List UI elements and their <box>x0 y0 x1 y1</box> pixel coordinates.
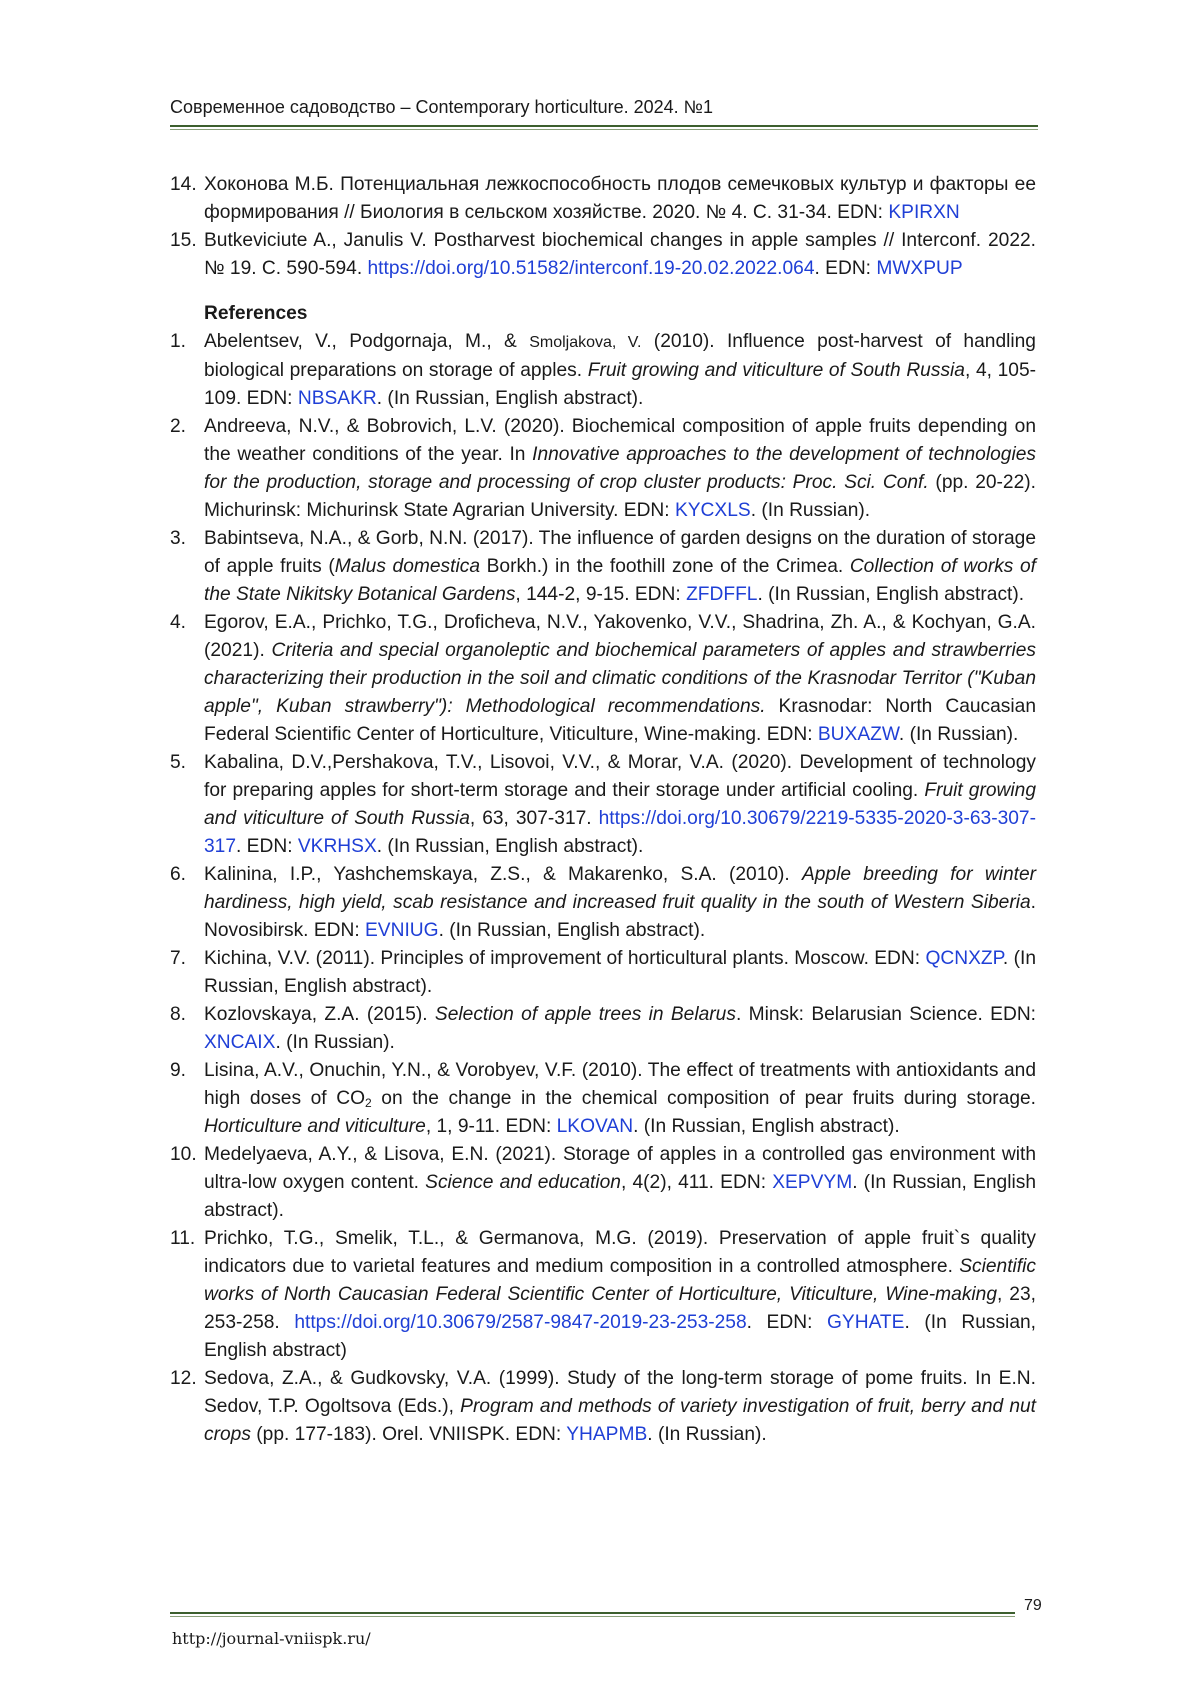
reference-text: , 23, 253-258. <box>204 1284 1036 1333</box>
reference-number: 1. <box>170 331 187 352</box>
reference-item-9 <box>170 1057 1036 1141</box>
subscript: 2 <box>365 1096 372 1110</box>
reference-text: . (In Russian, English abstract). <box>757 584 1025 605</box>
reference-text: Kabalina, D.V.,Pershakova, T.V., Lisovoi, V.V., & Morar, V.A. (2020). Development of technology for preparing apples for short-term storage and their storage under artificial cooling. <box>204 752 1036 801</box>
reference-item-5 <box>170 749 1036 861</box>
reference-text: . (In Russian, English abstract). <box>204 1172 1036 1221</box>
journal-title: Fruit growing and viticulture of South Russia <box>204 780 1036 829</box>
reference-item-6 <box>170 861 1036 945</box>
journal-title: Collection of works of the State Nikitsky Botanical Gardens <box>204 556 1037 605</box>
journal-title: Apple breeding for winter hardiness, high yield, scab resistance and increased fruit quality in the south of Western Siberia <box>204 864 1037 913</box>
journal-title: Innovative approaches to the development of technologies for the production, storage and processing of crop cluster products: Proc. Sci. Conf. <box>204 444 1036 493</box>
running-header: Современное садоводство – Contemporary horticulture. 2024. №1 <box>170 97 713 117</box>
edn-link[interactable]: BUXAZW <box>817 724 899 745</box>
reference-item-14 <box>170 171 1036 227</box>
edn-link[interactable]: EVNIUG <box>365 920 439 941</box>
reference-number: 15. <box>170 230 197 251</box>
page-number: 79 <box>1024 1597 1042 1614</box>
edn-link[interactable]: ZFDFFL <box>686 584 758 605</box>
reference-text: . (In Russian). <box>647 1424 767 1445</box>
reference-item-1 <box>170 328 1036 413</box>
reference-number: 4. <box>170 612 187 633</box>
references-heading: References <box>204 303 308 324</box>
reference-text: Kozlovskaya, Z.A. (2015). <box>204 1004 435 1025</box>
footer-url: http://journal-vniispk.ru/ <box>172 1629 371 1648</box>
reference-text: (pp. 20-22). Michurinsk: Michurinsk State Agrarian University. EDN: <box>204 472 1036 521</box>
reference-text: Хоконова М.Б. Потенциальная лежкоспособность плодов семечковых культур и факторы ее формирования // Биология в сельском хозяйстве. 2020. № 4. С. 31-34. EDN: <box>204 174 1036 223</box>
reference-item-3 <box>170 525 1036 609</box>
reference-text: Krasnodar: North Caucasian Federal Scientific Center of Horticulture, Viticulture, Wine-making. EDN: <box>204 696 1036 745</box>
reference-item-11 <box>170 1225 1036 1365</box>
reference-number: 9. <box>170 1060 187 1081</box>
reference-text: , 63, 307-317. <box>469 808 599 829</box>
edn-link[interactable]: KYCXLS <box>674 500 751 521</box>
journal-title: Science and education <box>425 1172 621 1193</box>
reference-text: . EDN: <box>236 836 298 857</box>
reference-text: . (In Russian, English abstract) <box>204 1312 1036 1361</box>
reference-text: Sedova, Z.A., & Gudkovsky, V.A. (1999). Study of the long-term storage of pome fruits. In E.N. Sedov, T.P. Ogoltsova (Eds.), <box>204 1368 1036 1417</box>
reference-text: . (In Russian). <box>898 724 1019 745</box>
reference-item-7 <box>170 945 1036 1001</box>
reference-text: Borkh.) in the foothill zone of the Crimea. <box>480 556 850 577</box>
edn-link[interactable]: QCNXZP <box>925 948 1003 969</box>
edn-link[interactable]: GYHATE <box>826 1312 905 1333</box>
reference-text: on the change in the chemical composition of pear fruits during storage. <box>371 1088 1036 1109</box>
reference-number: 3. <box>170 528 187 549</box>
reference-number: 7. <box>170 948 187 969</box>
reference-text: . EDN: <box>746 1312 827 1333</box>
header-rule-thin <box>170 129 1038 130</box>
edn-link[interactable]: MWXPUP <box>876 258 963 279</box>
reference-item-2 <box>170 413 1036 525</box>
edn-link[interactable]: LKOVAN <box>556 1116 634 1137</box>
reference-text: , 4, 105-109. EDN: <box>204 360 1036 409</box>
edn-link[interactable]: VKRHSX <box>297 836 377 857</box>
reference-text: (pp. 177-183). Orel. VNIISPK. EDN: <box>250 1424 567 1445</box>
edn-link[interactable]: KPIRXN <box>888 202 960 223</box>
reference-text: Abelentsev, V., Podgornaja, M., & <box>204 331 530 352</box>
journal-title: Horticulture and viticulture <box>204 1116 426 1137</box>
reference-text: , 144-2, 9-15. EDN: <box>515 584 687 605</box>
reference-number: 12. <box>170 1368 197 1389</box>
reference-text: Egorov, E.A., Prichko, T.G., Droficheva, N.V., Yakovenko, V.V., Shadrina, Zh. A., & Kochyan, G.A. (2021). <box>204 612 1036 661</box>
journal-title: Criteria and special organoleptic and biochemical parameters of apples and strawberries characterizing their production in the soil and climatic conditions of the Krasnodar Territor ("Kuban apple", Kuban strawberry"): Methodological recommendations. <box>204 640 1036 717</box>
reference-number: 10. <box>170 1144 197 1165</box>
reference-text: Butkeviciute A., Janulis V. Postharvest biochemical changes in apple samples // Interconf. 2022. № 19. С. 590-594. <box>204 230 1036 279</box>
header-rule <box>170 125 1038 127</box>
reference-text: . (In Russian, English abstract). <box>376 388 644 409</box>
reference-text: . (In Russian, English abstract). <box>633 1116 900 1137</box>
edn-link[interactable]: XNCAIX <box>204 1032 276 1053</box>
reference-text: . EDN: <box>814 258 877 279</box>
edn-link[interactable]: YHAPMB <box>566 1424 648 1445</box>
journal-title: Fruit growing and viticulture of South Russia <box>587 360 965 381</box>
doi-link[interactable]: https://doi.org/10.30679/2219-5335-2020-3-63-307-317 <box>204 808 1036 857</box>
reference-item-15 <box>170 227 1036 283</box>
reference-number: 8. <box>170 1004 187 1025</box>
footer-rule-thin <box>170 1616 1015 1617</box>
journal-title: Selection of apple trees in Belarus <box>434 1004 736 1025</box>
doi-link[interactable]: https://doi.org/10.51582/interconf.19-20.02.2022.064 <box>367 258 815 279</box>
russian-reference-list <box>170 171 1036 283</box>
reference-number: 5. <box>170 752 187 773</box>
reference-number: 2. <box>170 416 187 437</box>
reference-item-10 <box>170 1141 1036 1225</box>
edn-link[interactable]: XEPVYM <box>772 1172 853 1193</box>
reference-text: . Minsk: Belarusian Science. EDN: <box>735 1004 1037 1025</box>
reference-text: (2010). Influence post-harvest of handling biological preparations on storage of apples. <box>204 331 1036 381</box>
reference-text: . (In Russian, English abstract). <box>204 948 1036 997</box>
reference-item-4 <box>170 609 1036 749</box>
reference-text: . (In Russian, English abstract). <box>376 836 644 857</box>
reference-text: Prichko, T.G., Smelik, T.L., & Germanova, M.G. (2019). Preservation of apple fruit`s quality indicators due to varietal features and medium composition in a controlled atmosphere. <box>204 1228 1036 1277</box>
reference-number: 14. <box>170 174 197 195</box>
reference-text: . (In Russian, English abstract). <box>438 920 706 941</box>
reference-item-8 <box>170 1001 1036 1057</box>
reference-text: . (In Russian). <box>275 1032 395 1053</box>
journal-title: Program and methods of variety investigation of fruit, berry and nut crops <box>204 1396 1037 1445</box>
reference-text: Kalinina, I.P., Yashchemskaya, Z.S., & Makarenko, S.A. (2010). <box>204 864 802 885</box>
reference-text: . (In Russian). <box>750 500 871 521</box>
reference-item-12 <box>170 1365 1036 1449</box>
reference-number: 11. <box>170 1228 196 1249</box>
reference-text: , 1, 9-11. EDN: <box>425 1116 557 1137</box>
edn-link[interactable]: NBSAKR <box>297 388 377 409</box>
references-list <box>170 328 1036 1449</box>
reference-number: 6. <box>170 864 187 885</box>
reference-text: , 4(2), 411. EDN: <box>620 1172 773 1193</box>
reference-text: Medelyaeva, A.Y., & Lisova, E.N. (2021). Storage of apples in a controlled gas environment with ultra-low oxygen content. <box>204 1144 1036 1193</box>
reference-text: Lisina, A.V., Onuchin, Y.N., & Vorobyev, V.F. (2010). The effect of treatments with antioxidants and high doses of CO <box>204 1060 1036 1109</box>
reference-text: Smoljakova, V. <box>529 334 642 351</box>
footer-rule <box>170 1612 1015 1614</box>
reference-text: Kichina, V.V. (2011). Principles of improvement of horticultural plants. Moscow. EDN: <box>204 948 926 969</box>
reference-content <box>170 171 1036 1449</box>
species-name: Malus domestica <box>334 556 480 577</box>
reference-text: Andreeva, N.V., & Bobrovich, L.V. (2020). Biochemical composition of apple fruits depending on the weather conditions of the year. In <box>204 416 1036 465</box>
journal-title: Scientific works of North Caucasian Federal Scientific Center of Horticulture, Viticulture, Wine-making <box>204 1256 1036 1305</box>
reference-text: Babintseva, N.A., & Gorb, N.N. (2017). The influence of garden designs on the duration of storage of apple fruits ( <box>204 528 1036 577</box>
doi-link[interactable]: https://doi.org/10.30679/2587-9847-2019-23-253-258 <box>294 1312 747 1333</box>
reference-text: . Novosibirsk. EDN: <box>204 892 1036 941</box>
